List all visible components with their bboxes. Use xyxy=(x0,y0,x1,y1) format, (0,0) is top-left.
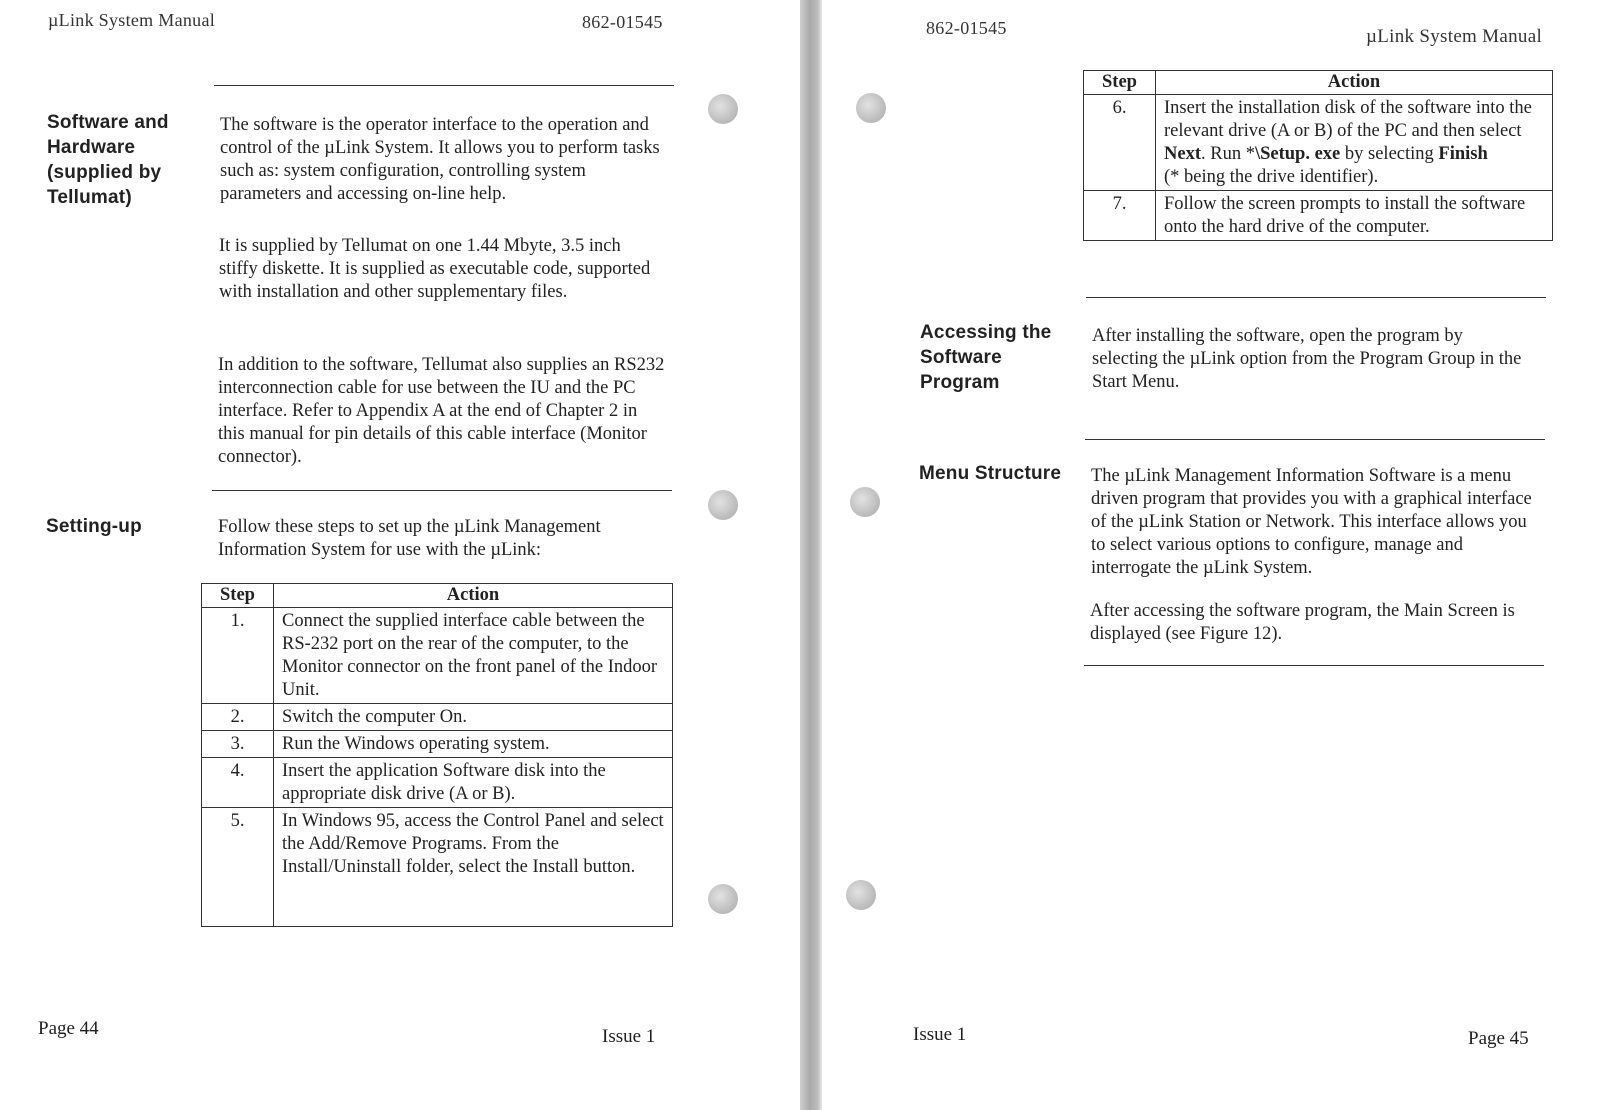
right-footer-issue: Issue 1 xyxy=(913,1024,967,1045)
table-header-row xyxy=(1084,71,1553,95)
binder-hole xyxy=(856,93,886,123)
binding-gutter xyxy=(800,0,822,1110)
menu-paragraph-1: The µLink Management Information Software is a menu driven program that provides you with a graphical interface of the µLink Station or Network. This interface allows you to select various options to configure, manage and interrogate the µLink System. xyxy=(1091,466,1532,578)
step-action: Run the Windows operating system. xyxy=(274,731,673,758)
heading-software-hardware: Software and Hardware (supplied by Tellumat) xyxy=(47,112,169,208)
table-row xyxy=(202,608,673,704)
binder-hole xyxy=(850,487,880,517)
heading-accessing-software: Accessing the Software Program xyxy=(920,322,1052,393)
step-action-text: by selecting xyxy=(1340,144,1439,164)
menu-paragraph-2: After accessing the software program, the Main Screen is displayed (see Figure 12). xyxy=(1090,601,1515,644)
binder-hole xyxy=(708,94,738,124)
software-paragraph-1: The software is the operator interface to the operation and control of the µLink System. It allows you to perform tasks such as: system configuration, controlling system parameters and accessing on-line help. xyxy=(220,115,660,204)
binder-hole xyxy=(708,884,738,914)
step-number: 2. xyxy=(202,704,274,731)
finish-keyword: Finish xyxy=(1438,144,1488,164)
next-keyword: Next xyxy=(1164,144,1201,164)
step-number: 4. xyxy=(202,758,274,808)
left-footer-page: Page 44 xyxy=(38,1018,99,1039)
step-number: 6. xyxy=(1084,95,1156,191)
table-row xyxy=(202,704,673,731)
setup-intro: Follow these steps to set up the µLink Management Information System for use with the µLink: xyxy=(218,517,601,560)
step-action-note: (* being the drive identifier). xyxy=(1164,167,1379,187)
left-footer-issue: Issue 1 xyxy=(602,1026,656,1047)
table-header-row xyxy=(202,584,673,608)
table-row xyxy=(1084,191,1553,241)
accessing-paragraph: After installing the software, open the program by selecting the µLink option from the Program Group in the Start Menu. xyxy=(1092,326,1522,392)
step-action: Connect the supplied interface cable between the RS-232 port on the rear of the computer, to the Monitor connector on the front panel of the Indoor Unit. xyxy=(274,608,673,704)
setup-steps-table xyxy=(201,583,673,927)
step-number: 1. xyxy=(202,608,274,704)
software-paragraph-2: It is supplied by Tellumat on one 1.44 Mbyte, 3.5 inch stiffy diskette. It is supplied as executable code, supported with installation and other supplementary files. xyxy=(219,236,651,302)
table-row xyxy=(202,731,673,758)
right-header-title: µLink System Manual xyxy=(1366,26,1543,47)
table-row xyxy=(1084,95,1553,191)
step-action-text: . Run * xyxy=(1200,144,1255,164)
right-header-docnum: 862-01545 xyxy=(926,18,1007,38)
setup-steps-table-continued xyxy=(1083,70,1553,241)
right-page xyxy=(822,0,1598,1110)
section-divider xyxy=(212,490,672,491)
column-header-step: Step xyxy=(202,584,274,608)
step-action: Follow the screen prompts to install the software onto the hard drive of the computer. xyxy=(1156,191,1553,241)
binder-hole xyxy=(708,490,738,520)
binder-hole xyxy=(846,880,876,910)
table-row xyxy=(202,808,673,927)
left-header-docnum: 862-01545 xyxy=(582,12,663,32)
column-header-action: Action xyxy=(274,584,673,608)
section-divider xyxy=(214,85,674,86)
step-action: In Windows 95, access the Control Panel and select the Add/Remove Programs. From the Install/Uninstall folder, select the Install button. xyxy=(274,808,673,927)
step-number: 7. xyxy=(1084,191,1156,241)
section-divider xyxy=(1084,665,1544,666)
right-footer-page: Page 45 xyxy=(1468,1028,1529,1049)
step-action-text: Insert the installation disk of the software into the relevant drive (A or B) of the PC and then select xyxy=(1164,98,1537,141)
table-row xyxy=(202,758,673,808)
step-number: 5. xyxy=(202,808,274,927)
step-number: 3. xyxy=(202,731,274,758)
setup-exe-keyword: \Setup. exe xyxy=(1254,144,1341,164)
step-action: Switch the computer On. xyxy=(274,704,673,731)
step-action xyxy=(1156,95,1553,191)
section-divider xyxy=(1086,297,1546,298)
heading-menu-structure: Menu Structure xyxy=(919,463,1062,484)
section-divider xyxy=(1085,439,1545,440)
left-header-title: µLink System Manual xyxy=(48,10,216,30)
heading-setting-up: Setting-up xyxy=(46,516,142,537)
step-action: Insert the application Software disk into the appropriate disk drive (A or B). xyxy=(274,758,673,808)
software-paragraph-3: In addition to the software, Tellumat also supplies an RS232 interconnection cable for use between the IU and the PC interface. Refer to Appendix A at the end of Chapter 2 in this manual for pin details of this cable interface (Monitor connector). xyxy=(218,355,665,467)
column-header-action: Action xyxy=(1156,71,1553,95)
column-header-step: Step xyxy=(1084,71,1156,95)
